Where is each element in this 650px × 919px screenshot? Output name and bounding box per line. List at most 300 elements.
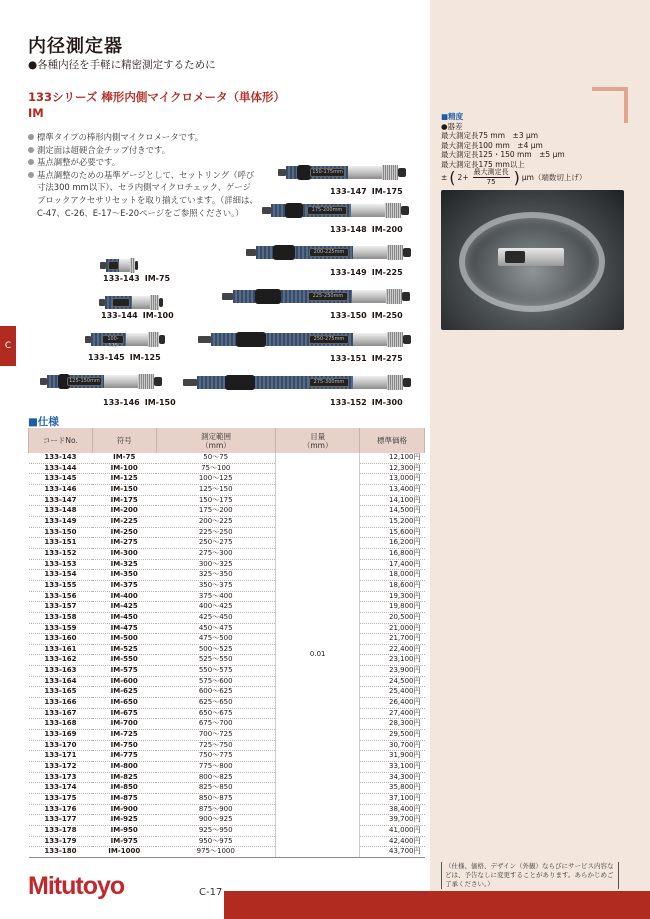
cell-code: 133-169 bbox=[29, 730, 93, 741]
table-row bbox=[29, 538, 425, 549]
table-row bbox=[29, 719, 425, 730]
table-row bbox=[29, 708, 425, 719]
table-row bbox=[29, 591, 425, 602]
cell-code: 133-154 bbox=[29, 570, 93, 581]
heat-insulator-grip bbox=[273, 245, 294, 260]
col-code: コードNo. bbox=[29, 428, 93, 453]
cell-price: 30,700円 bbox=[360, 740, 425, 751]
cell-symbol: IM-975 bbox=[92, 836, 156, 847]
cell-range: 425～450 bbox=[156, 612, 276, 623]
cell-code: 133-166 bbox=[29, 698, 93, 709]
section-tab: C bbox=[0, 326, 16, 366]
col-graduation: 目量 （mm） bbox=[276, 428, 360, 453]
bullet-icon bbox=[28, 147, 34, 153]
cell-range: 775～800 bbox=[156, 762, 276, 773]
cell-symbol: IM-125 bbox=[92, 474, 156, 485]
product-model: IM-150 bbox=[144, 398, 176, 407]
cell-code: 133-151 bbox=[29, 538, 93, 549]
product-label bbox=[330, 268, 403, 277]
inside-micrometer-im-275 bbox=[198, 333, 411, 346]
cell-symbol: IM-1000 bbox=[92, 847, 156, 858]
cell-symbol: IM-875 bbox=[92, 794, 156, 805]
table-row bbox=[29, 602, 425, 613]
table-row bbox=[29, 772, 425, 783]
product-model: IM-225 bbox=[371, 268, 403, 277]
cell-price: 15,600円 bbox=[360, 527, 425, 538]
cell-code: 133-159 bbox=[29, 623, 93, 634]
table-row bbox=[29, 740, 425, 751]
cell-price: 31,900円 bbox=[360, 751, 425, 762]
cell-symbol: IM-400 bbox=[92, 591, 156, 602]
cell-range: 900～925 bbox=[156, 815, 276, 826]
cell-range: 950～975 bbox=[156, 836, 276, 847]
cell-range: 400～425 bbox=[156, 602, 276, 613]
product-code: 133-152 bbox=[330, 398, 367, 407]
product-code: 133-146 bbox=[103, 398, 140, 407]
cell-symbol: IM-500 bbox=[92, 634, 156, 645]
cell-range: 725～750 bbox=[156, 740, 276, 751]
cell-price: 17,400円 bbox=[360, 559, 425, 570]
bullet-icon bbox=[28, 134, 34, 140]
cell-code: 133-150 bbox=[29, 527, 93, 538]
cell-price: 27,400円 bbox=[360, 708, 425, 719]
product-code: 133-147 bbox=[330, 187, 367, 196]
range-plate: 225-250mm bbox=[308, 292, 348, 301]
product-model: IM-250 bbox=[371, 311, 403, 320]
product-code: 133-151 bbox=[330, 354, 367, 363]
end-knob bbox=[159, 335, 165, 344]
inside-micrometer-im-150 bbox=[40, 375, 162, 388]
table-row bbox=[29, 516, 425, 527]
cell-code: 133-163 bbox=[29, 666, 93, 677]
range-plate: 125-150mm bbox=[69, 378, 100, 384]
cell-symbol: IM-950 bbox=[92, 825, 156, 836]
cell-price: 14,500円 bbox=[360, 506, 425, 517]
cell-symbol: IM-625 bbox=[92, 687, 156, 698]
accuracy-heading: ■精度 bbox=[441, 112, 464, 121]
cell-code: 133-178 bbox=[29, 825, 93, 836]
cell-symbol: IM-700 bbox=[92, 719, 156, 730]
range-plate: 100-125 bbox=[102, 335, 124, 344]
cell-code: 133-158 bbox=[29, 612, 93, 623]
cell-range: 925～950 bbox=[156, 825, 276, 836]
cell-symbol: IM-725 bbox=[92, 730, 156, 741]
table-row bbox=[29, 687, 425, 698]
heat-insulator-grip bbox=[285, 203, 303, 218]
cell-symbol: IM-275 bbox=[92, 538, 156, 549]
cell-symbol: IM-925 bbox=[92, 815, 156, 826]
cell-range: 800～825 bbox=[156, 772, 276, 783]
cell-code: 133-148 bbox=[29, 506, 93, 517]
cell-code: 133-167 bbox=[29, 708, 93, 719]
cell-range: 500～525 bbox=[156, 644, 276, 655]
product-code: 133-145 bbox=[88, 353, 125, 362]
cell-code: 133-143 bbox=[29, 453, 93, 463]
cell-symbol: IM-375 bbox=[92, 580, 156, 591]
micrometer-thimble bbox=[387, 245, 403, 260]
cell-code: 133-147 bbox=[29, 495, 93, 506]
product-code: 133-143 bbox=[103, 274, 140, 283]
cell-price: 33,100円 bbox=[360, 762, 425, 773]
col-symbol: 符号 bbox=[92, 428, 156, 453]
col-range: 測定範囲 （mm） bbox=[156, 428, 276, 453]
range-plate bbox=[108, 261, 119, 270]
end-knob bbox=[159, 298, 163, 307]
cell-price: 23,900円 bbox=[360, 666, 425, 677]
cell-code: 133-176 bbox=[29, 804, 93, 815]
page-number: C-17 bbox=[199, 887, 223, 898]
cell-code: 133-149 bbox=[29, 516, 93, 527]
table-row bbox=[29, 644, 425, 655]
cell-code: 133-175 bbox=[29, 794, 93, 805]
inside-micrometer-im-300 bbox=[183, 376, 411, 389]
cell-code: 133-160 bbox=[29, 634, 93, 645]
cell-price: 43,700円 bbox=[360, 847, 425, 858]
cell-range: 250～275 bbox=[156, 538, 276, 549]
brand-logo: Mitutoyo bbox=[28, 872, 125, 900]
end-knob bbox=[154, 377, 162, 386]
inside-micrometer-im-200 bbox=[262, 204, 409, 217]
micrometer-thimble bbox=[150, 295, 159, 310]
formula-fraction: $\frac{\text{最大測定長}}{75}$ bbox=[473, 168, 509, 186]
inside-micrometer-im-175 bbox=[278, 166, 406, 179]
table-row bbox=[29, 495, 425, 506]
product-model: IM-125 bbox=[129, 353, 161, 362]
feature-item: 標準タイプの棒形内側マイクロメータです。 bbox=[28, 131, 258, 144]
cell-code: 133-161 bbox=[29, 644, 93, 655]
cell-range: 350～375 bbox=[156, 580, 276, 591]
heat-insulator-grip bbox=[236, 332, 266, 347]
cell-code: 133-162 bbox=[29, 655, 93, 666]
cell-symbol: IM-225 bbox=[92, 516, 156, 527]
end-knob bbox=[135, 261, 138, 270]
bullet-icon bbox=[28, 172, 34, 178]
cell-range: 650～675 bbox=[156, 708, 276, 719]
setting-ring-photo bbox=[441, 190, 624, 330]
product-model: IM-175 bbox=[371, 187, 403, 196]
product-model: IM-75 bbox=[144, 274, 171, 283]
product-label bbox=[101, 311, 174, 320]
table-row bbox=[29, 453, 425, 463]
table-row bbox=[29, 847, 425, 858]
accuracy-line: 最大測定長125・150 mm ±5 μm bbox=[441, 150, 565, 159]
cell-range: 675～700 bbox=[156, 719, 276, 730]
product-label bbox=[330, 398, 403, 407]
product-label bbox=[330, 354, 403, 363]
accuracy-formula: ± ( 2+ $\frac{\text{最大測定長}}{75}$ ) μm（端数切上げ） bbox=[441, 167, 587, 187]
inside-micrometer-im-125 bbox=[85, 333, 165, 349]
table-row bbox=[29, 666, 425, 677]
cell-price: 18,000円 bbox=[360, 570, 425, 581]
table-row bbox=[29, 548, 425, 559]
accuracy-line: 最大測定長175 mm以上 bbox=[441, 159, 525, 169]
cell-price: 25,400円 bbox=[360, 687, 425, 698]
micrometer-thimble bbox=[382, 165, 398, 180]
cell-symbol: IM-350 bbox=[92, 570, 156, 581]
cell-symbol: IM-100 bbox=[92, 463, 156, 474]
micrometer-sleeve bbox=[353, 376, 387, 389]
table-row bbox=[29, 655, 425, 666]
cell-price: 35,800円 bbox=[360, 783, 425, 794]
anvil-rod bbox=[246, 249, 256, 256]
table-row bbox=[29, 559, 425, 570]
cell-symbol: IM-675 bbox=[92, 708, 156, 719]
micrometer-thimble bbox=[148, 332, 159, 347]
micrometer-sleeve bbox=[351, 204, 385, 217]
cell-range: 850～875 bbox=[156, 794, 276, 805]
anvil-rod bbox=[278, 169, 286, 176]
cell-price: 41,000円 bbox=[360, 825, 425, 836]
micrometer-thimble bbox=[387, 332, 403, 347]
cell-price: 19,300円 bbox=[360, 591, 425, 602]
cell-price: 12,100円 bbox=[360, 453, 425, 463]
cell-code: 133-171 bbox=[29, 751, 93, 762]
range-plate: 250-275mm bbox=[309, 335, 349, 344]
inside-micrometer-im-100 bbox=[99, 296, 163, 309]
cell-code: 133-165 bbox=[29, 687, 93, 698]
page-title: 内径測定器 bbox=[28, 36, 123, 57]
cell-price: 28,300円 bbox=[360, 719, 425, 730]
cell-price: 34,300円 bbox=[360, 772, 425, 783]
end-knob bbox=[403, 335, 411, 344]
cell-code: 133-155 bbox=[29, 580, 93, 591]
cell-code: 133-153 bbox=[29, 559, 93, 570]
cell-code: 133-172 bbox=[29, 762, 93, 773]
micrometer-thimble bbox=[387, 375, 403, 390]
micrometer-sleeve bbox=[348, 166, 382, 179]
micrometer-sleeve bbox=[119, 259, 130, 272]
table-row bbox=[29, 825, 425, 836]
table-row bbox=[29, 634, 425, 645]
cell-symbol: IM-550 bbox=[92, 655, 156, 666]
cell-range: 225～250 bbox=[156, 527, 276, 538]
cell-price: 24,500円 bbox=[360, 676, 425, 687]
product-label bbox=[88, 353, 161, 362]
anvil-rod bbox=[222, 293, 233, 300]
cell-price: 12,300円 bbox=[360, 463, 425, 474]
cell-range: 575～600 bbox=[156, 676, 276, 687]
cell-price: 21,700円 bbox=[360, 634, 425, 645]
cell-symbol: IM-900 bbox=[92, 804, 156, 815]
cell-price: 13,400円 bbox=[360, 484, 425, 495]
cell-code: 133-164 bbox=[29, 676, 93, 687]
cell-code: 133-174 bbox=[29, 783, 93, 794]
cell-price: 42,400円 bbox=[360, 836, 425, 847]
product-label bbox=[330, 311, 403, 320]
cell-range: 525～550 bbox=[156, 655, 276, 666]
product-model: IM-300 bbox=[371, 398, 403, 407]
corner-bracket-decoration bbox=[592, 87, 628, 123]
product-model: IM-275 bbox=[371, 354, 403, 363]
cell-symbol: IM-575 bbox=[92, 666, 156, 677]
product-label bbox=[103, 274, 170, 283]
cell-range: 275～300 bbox=[156, 548, 276, 559]
end-knob bbox=[401, 206, 409, 215]
cell-symbol: IM-650 bbox=[92, 698, 156, 709]
cell-code: 133-146 bbox=[29, 484, 93, 495]
cell-code: 133-152 bbox=[29, 548, 93, 559]
cell-graduation: 0.01 bbox=[276, 453, 360, 857]
micrometer-grip bbox=[505, 251, 525, 263]
cell-code: 133-173 bbox=[29, 772, 93, 783]
footer-bar bbox=[224, 891, 650, 919]
micrometer-sleeve bbox=[126, 333, 148, 346]
cell-symbol: IM-850 bbox=[92, 783, 156, 794]
cell-range: 600～625 bbox=[156, 687, 276, 698]
product-code: 133-148 bbox=[330, 225, 367, 234]
inside-micrometer-im-225 bbox=[246, 246, 411, 259]
accuracy-sub: ●器差 bbox=[441, 121, 463, 131]
end-knob bbox=[403, 248, 411, 257]
product-model: IM-100 bbox=[142, 311, 174, 320]
heat-insulator-grip bbox=[225, 375, 255, 390]
table-row bbox=[29, 612, 425, 623]
table-row bbox=[29, 580, 425, 591]
anvil-rod bbox=[183, 379, 197, 386]
cell-symbol: IM-775 bbox=[92, 751, 156, 762]
cell-range: 75～100 bbox=[156, 463, 276, 474]
cell-range: 175～200 bbox=[156, 506, 276, 517]
inside-micrometer-im-75 bbox=[100, 259, 138, 272]
cell-price: 19,800円 bbox=[360, 602, 425, 613]
spec-heading: ■仕様 bbox=[28, 416, 59, 428]
cell-price: 26,400円 bbox=[360, 698, 425, 709]
bullet-icon bbox=[28, 159, 34, 165]
cell-range: 825～850 bbox=[156, 783, 276, 794]
product-label bbox=[103, 398, 176, 407]
cell-range: 125～150 bbox=[156, 484, 276, 495]
table-row bbox=[29, 815, 425, 826]
series-title: 133シリーズ 棒形内側マイクロメータ（単体形） bbox=[28, 90, 285, 104]
accuracy-line: 最大測定長75 mm ±3 μm bbox=[441, 131, 539, 140]
cell-symbol: IM-175 bbox=[92, 495, 156, 506]
cell-range: 50～75 bbox=[156, 453, 276, 463]
cell-price: 13,000円 bbox=[360, 474, 425, 485]
feature-item: 基点調整のための基準ゲージとして、セットリング（呼び寸法300 mm以下）、セラ内側マイクロチェック、ゲージブロックアクセサリセットを取り揃えています。（詳細は、C-47、C-26、E-17～E-20ページをご参照ください。） bbox=[28, 169, 258, 219]
cell-symbol: IM-475 bbox=[92, 623, 156, 634]
inside-micrometer-im-250 bbox=[222, 290, 410, 303]
cell-range: 700～725 bbox=[156, 730, 276, 741]
table-header-row bbox=[29, 428, 425, 453]
cell-symbol: IM-800 bbox=[92, 762, 156, 773]
product-model: IM-200 bbox=[371, 225, 403, 234]
product-label bbox=[330, 187, 403, 196]
cell-price: 16,200円 bbox=[360, 538, 425, 549]
end-knob bbox=[403, 378, 411, 387]
range-plate: 275-300mm bbox=[309, 378, 349, 387]
cell-price: 15,200円 bbox=[360, 516, 425, 527]
cell-code: 133-168 bbox=[29, 719, 93, 730]
cell-price: 20,500円 bbox=[360, 612, 425, 623]
cell-code: 133-144 bbox=[29, 463, 93, 474]
cell-symbol: IM-450 bbox=[92, 612, 156, 623]
cell-code: 133-170 bbox=[29, 740, 93, 751]
table-row bbox=[29, 527, 425, 538]
model-name: IM bbox=[28, 106, 44, 120]
product-code: 133-144 bbox=[101, 311, 138, 320]
accuracy-block bbox=[441, 112, 565, 169]
table-row bbox=[29, 623, 425, 634]
table-row bbox=[29, 570, 425, 581]
cell-range: 150～175 bbox=[156, 495, 276, 506]
cell-range: 325～350 bbox=[156, 570, 276, 581]
cell-symbol: IM-250 bbox=[92, 527, 156, 538]
cell-price: 37,100円 bbox=[360, 794, 425, 805]
micrometer-sleeve bbox=[352, 290, 386, 303]
cell-code: 133-179 bbox=[29, 836, 93, 847]
cell-code: 133-145 bbox=[29, 474, 93, 485]
product-label bbox=[330, 225, 403, 234]
end-knob bbox=[402, 292, 410, 301]
anvil-rod bbox=[198, 336, 211, 343]
cell-code: 133-177 bbox=[29, 815, 93, 826]
cell-price: 39,700円 bbox=[360, 815, 425, 826]
cell-range: 550～575 bbox=[156, 666, 276, 677]
cell-range: 200～225 bbox=[156, 516, 276, 527]
cell-price: 21,000円 bbox=[360, 623, 425, 634]
cell-symbol: IM-425 bbox=[92, 602, 156, 613]
micrometer-sleeve bbox=[104, 375, 138, 388]
end-knob bbox=[398, 168, 406, 177]
micrometer-sleeve bbox=[353, 333, 387, 346]
table-row bbox=[29, 751, 425, 762]
table-row bbox=[29, 730, 425, 741]
cell-price: 14,100円 bbox=[360, 495, 425, 506]
micrometer-sleeve bbox=[132, 296, 150, 309]
table-row bbox=[29, 762, 425, 773]
cell-price: 16,800円 bbox=[360, 548, 425, 559]
spec-table bbox=[28, 428, 425, 858]
cell-range: 475～500 bbox=[156, 634, 276, 645]
table-row bbox=[29, 783, 425, 794]
range-plate: 175-200mm bbox=[307, 206, 347, 215]
table-row bbox=[29, 506, 425, 517]
cell-price: 18,600円 bbox=[360, 580, 425, 591]
cell-range: 300～325 bbox=[156, 559, 276, 570]
col-price: 標準価格 bbox=[360, 428, 425, 453]
cell-symbol: IM-825 bbox=[92, 772, 156, 783]
page-subtitle: ●各種内径を手軽に精密測定するために bbox=[28, 59, 216, 71]
cell-range: 875～900 bbox=[156, 804, 276, 815]
table-row bbox=[29, 676, 425, 687]
table-row bbox=[29, 836, 425, 847]
table-row bbox=[29, 794, 425, 805]
cell-range: 450～475 bbox=[156, 623, 276, 634]
cell-symbol: IM-300 bbox=[92, 548, 156, 559]
cell-price: 29,500円 bbox=[360, 730, 425, 741]
disclaimer-note: （仕様、価格、デザイン（外観）ならびにサービス内容などは、予告なしに変更することがあります。あらかじめご了承ください。） bbox=[441, 862, 619, 889]
range-plate: 150-175mm bbox=[310, 168, 346, 177]
range-plate: 200-225mm bbox=[309, 248, 349, 257]
cell-price: 22,400円 bbox=[360, 644, 425, 655]
cell-symbol: IM-150 bbox=[92, 484, 156, 495]
cell-range: 375～400 bbox=[156, 591, 276, 602]
range-plate bbox=[112, 298, 130, 307]
cell-symbol: IM-200 bbox=[92, 506, 156, 517]
anvil-rod bbox=[40, 378, 47, 385]
cell-symbol: IM-750 bbox=[92, 740, 156, 751]
table-row bbox=[29, 698, 425, 709]
table-row bbox=[29, 804, 425, 815]
heat-insulator-grip bbox=[255, 289, 281, 304]
micrometer-sleeve bbox=[353, 246, 387, 259]
product-code: 133-149 bbox=[330, 268, 367, 277]
heat-insulator-grip bbox=[297, 165, 311, 180]
micrometer-thimble bbox=[385, 203, 401, 218]
cell-price: 38,400円 bbox=[360, 804, 425, 815]
table-row bbox=[29, 474, 425, 485]
product-code: 133-150 bbox=[330, 311, 367, 320]
